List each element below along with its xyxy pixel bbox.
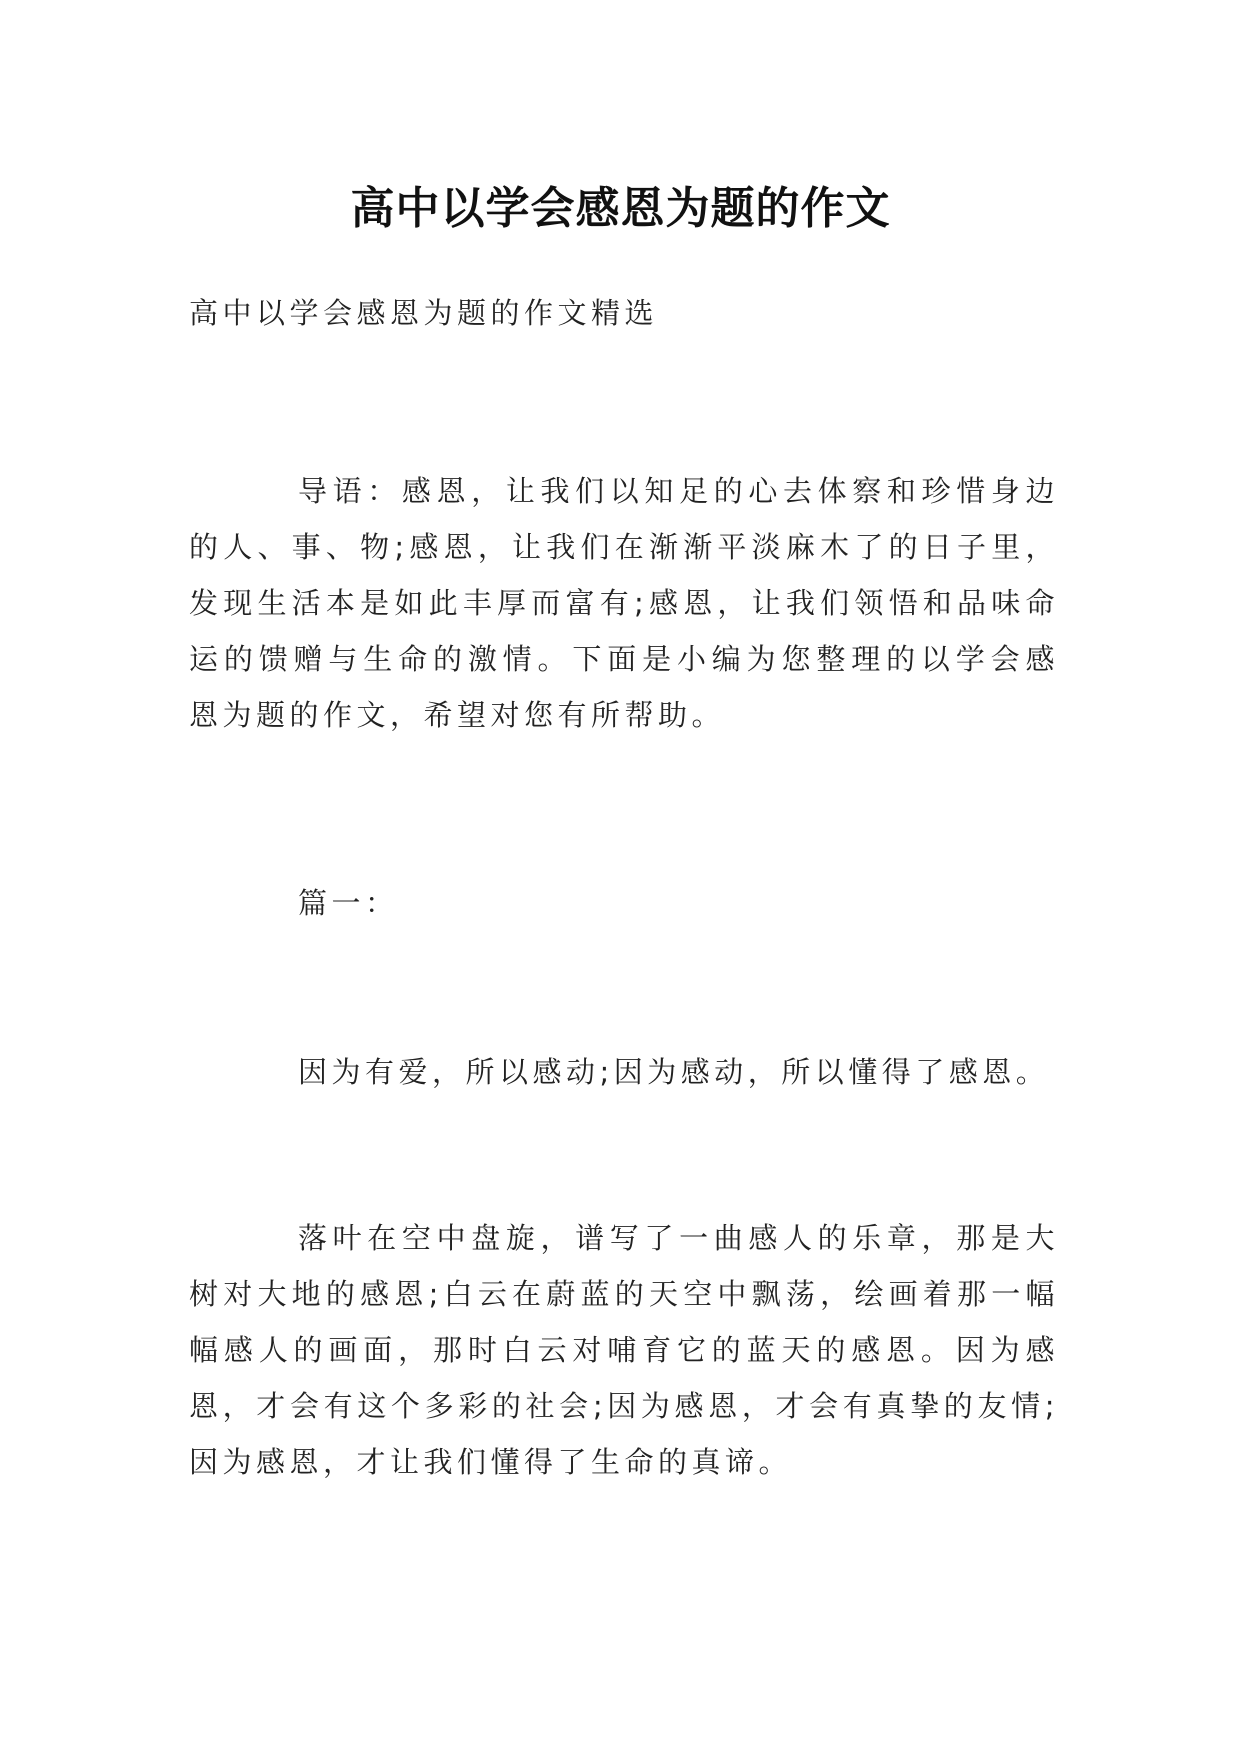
section-heading: 篇一： <box>298 886 399 920</box>
document-title: 高中以学会感恩为题的作文 <box>350 183 891 235</box>
body-paragraph-1: 因为有爱，所以感动;因为感动，所以懂得了感恩。 <box>298 1055 1050 1089</box>
document-subtitle: 高中以学会感恩为题的作文精选 <box>189 296 659 330</box>
intro-paragraph: 导语：感恩，让我们以知足的心去体察和珍惜身边的人、事、物;感恩，让我们在渐渐平淡麻木了的日子里，发现生活本是如此丰厚而富有;感恩，让我们领悟和品味命运的馈赠与生命的激情。下面是小编为您整理的以学会感恩为题的作文，希望对您有所帮助。 <box>189 474 1059 732</box>
body-paragraph-2: 落叶在空中盘旋，谱写了一曲感人的乐章，那是大树对大地的感恩;白云在蔚蓝的天空中飘荡，绘画着那一幅幅感人的画面，那时白云对哺育它的蓝天的感恩。因为感恩，才会有这个多彩的社会;因为感恩，才会有真挚的友情;因为感恩，才让我们懂得了生命的真谛。 <box>189 1221 1059 1479</box>
